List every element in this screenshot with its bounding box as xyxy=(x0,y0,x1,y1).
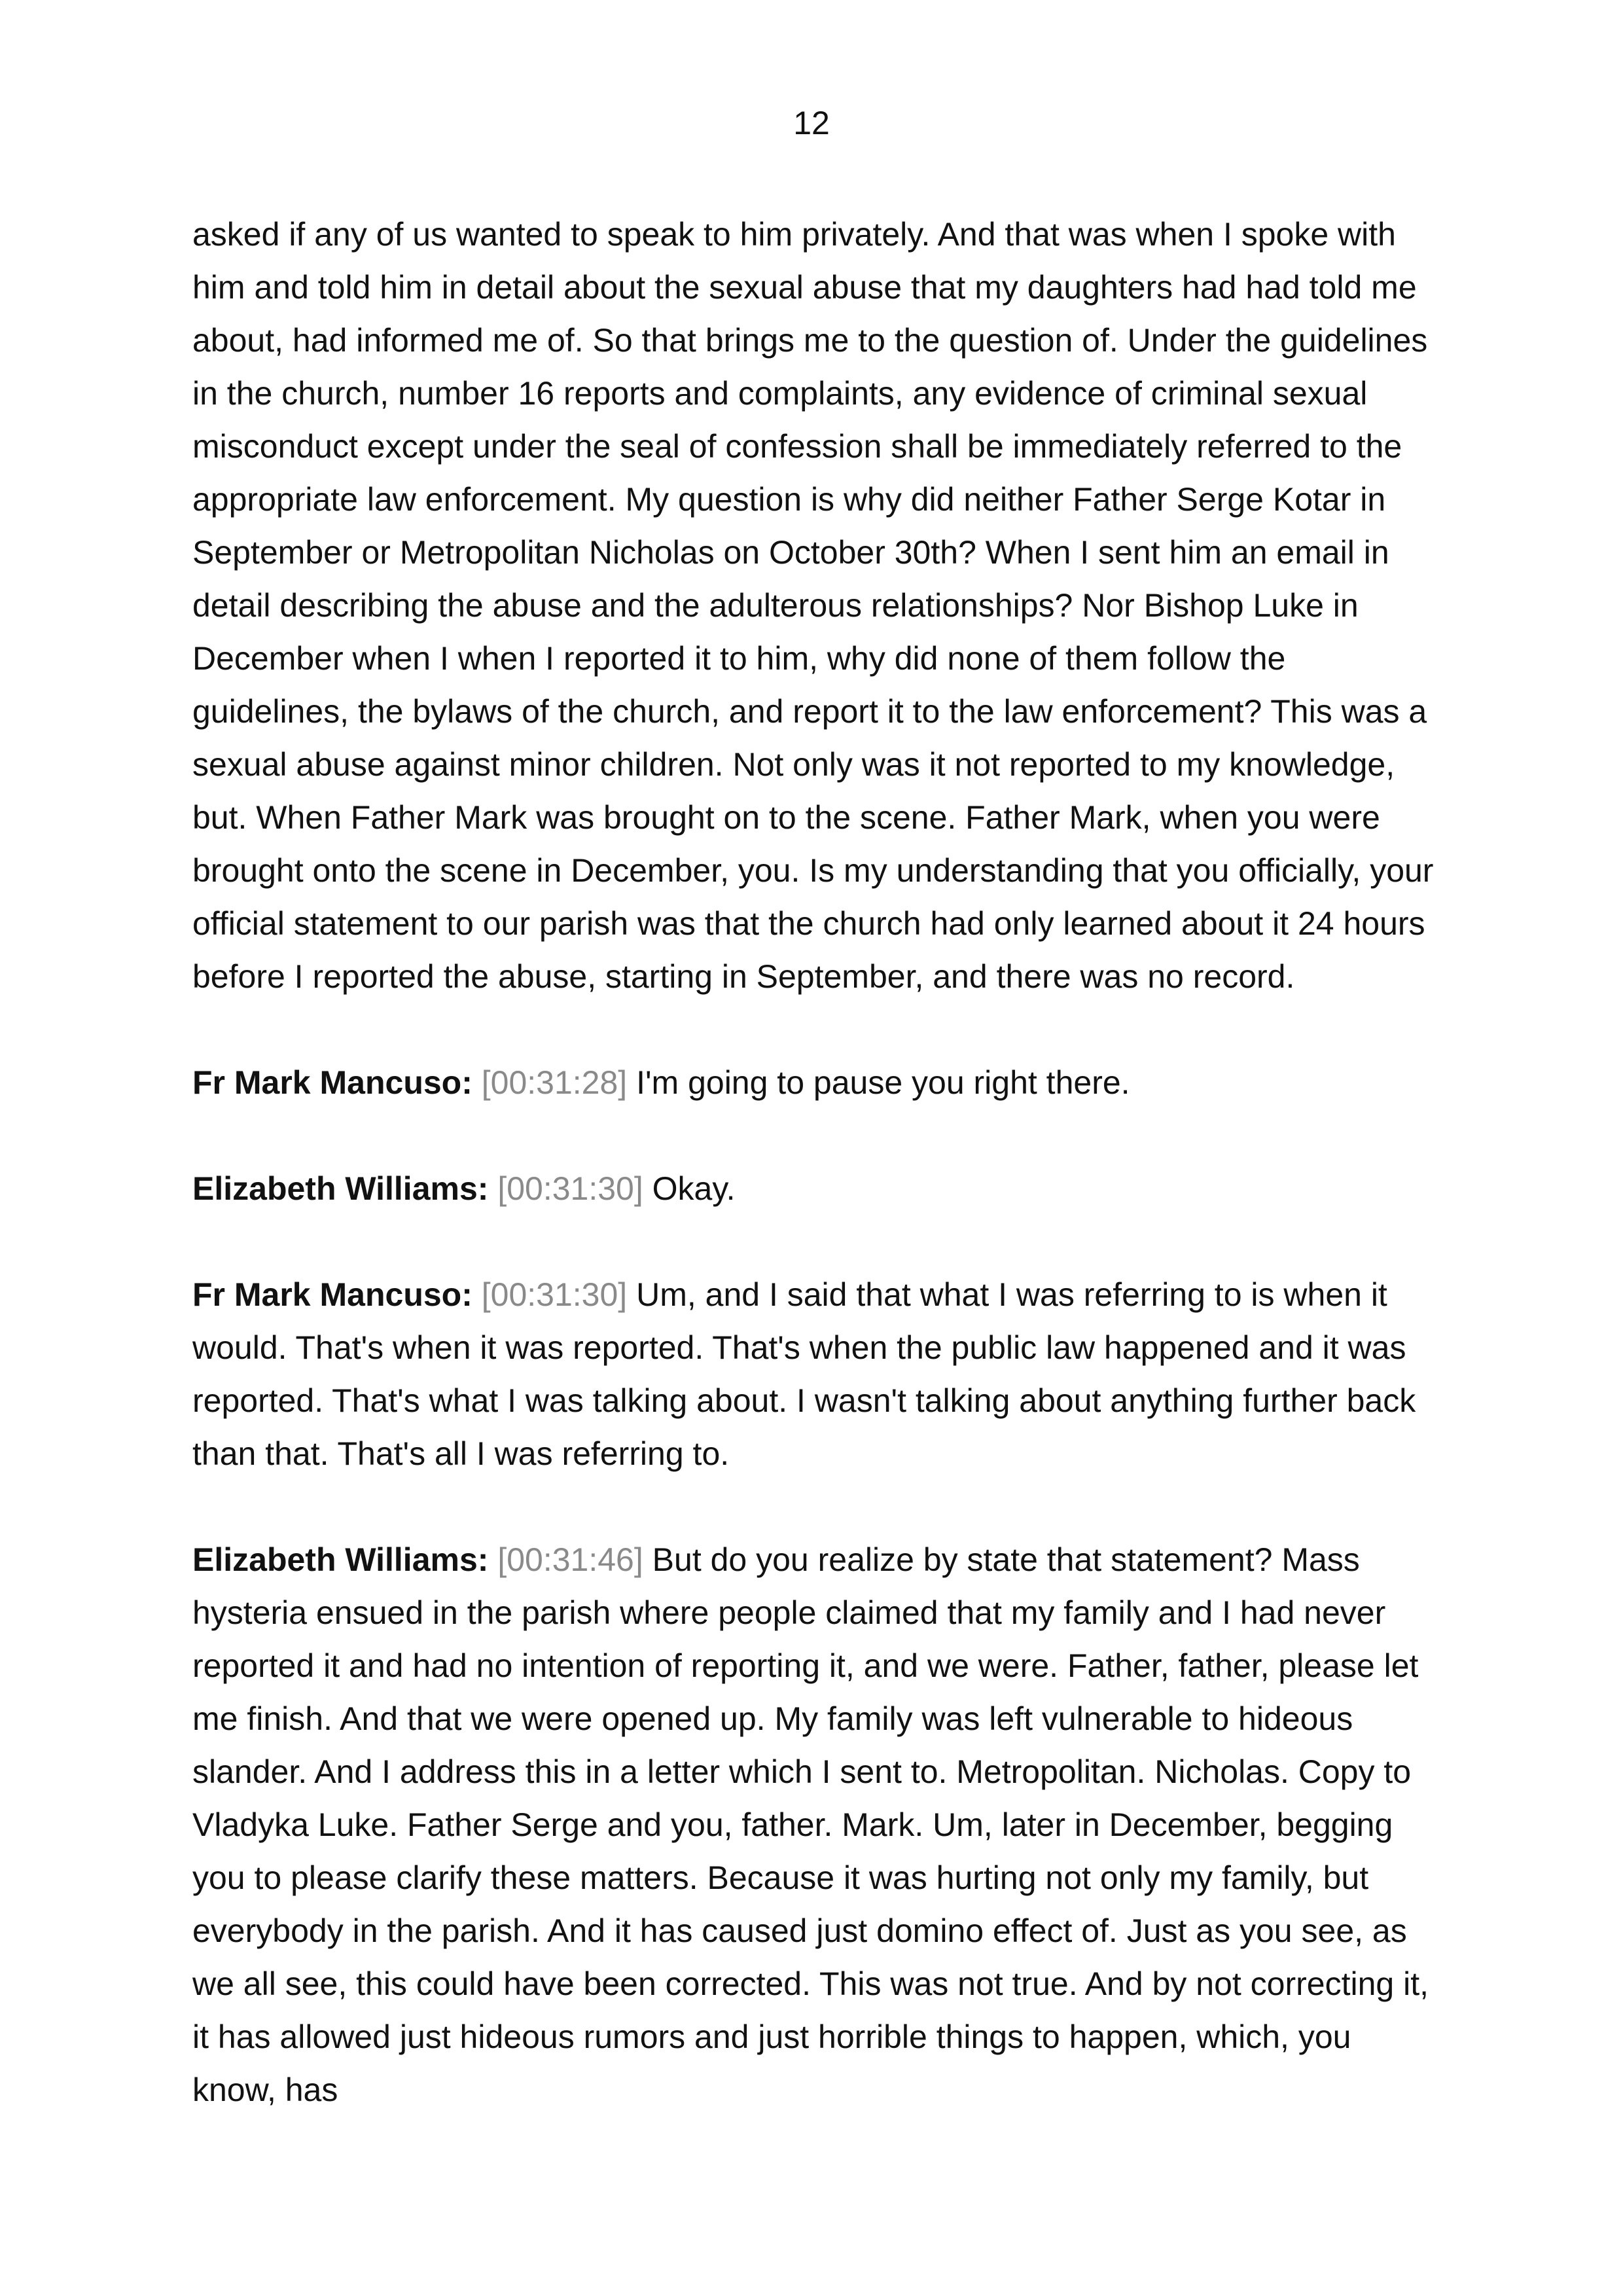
speaker-name: Elizabeth Williams: xyxy=(192,1541,489,1578)
paragraph-text: But do you realize by state that statement? Mass hysteria ensued in the parish where people claimed that my family and I had never reported it and had no intention of reporting it, and we were. Father, father, please let me finish. And that we were opened up. My family was left vulnerable to hideous slander. And I address this in a letter which I sent to. Metropolitan. Nicholas. Copy to Vladyka Luke. Father Serge and you, father. Mark. Um, later in December, begging you to please clarify these matters. Because it was hurting not only my family, but everybody in the parish. And it has caused just domino effect of. Just as you see, as we all see, this could have been corrected. This was not true. And by not correcting it, it has allowed just hideous rumors and just horrible things to happen, which, you know, has xyxy=(192,1541,1429,2108)
paragraph-text: asked if any of us wanted to speak to him privately. And that was when I spoke with him and told him in detail about the sexual abuse that my daughters had had told me about, had informed me of. So that brings me to the question of. Under the guidelines in the church, number 16 reports and complaints, any evidence of criminal sexual misconduct except under the seal of confession shall be immediately referred to the appropriate law enforcement. My question is why did neither Father Serge Kotar in September or Metropolitan Nicholas on October 30th? When I sent him an email in detail describing the abuse and the adulterous relationships? Nor Bishop Luke in December when I when I reported it to him, why did none of them follow the guidelines, the bylaws of the church, and report it to the law enforcement? This was a sexual abuse against minor children. Not only was it not reported to my knowledge, but. When Father Mark was brought on to the scene. Father Mark, when you were brought onto the scene in December, you. Is my understanding that you officially, your official statement to our parish was that the church had only learned about it 24 hours before I reported the abuse, starting in September, and there was no record. xyxy=(192,216,1434,995)
timestamp: [00:31:46] xyxy=(497,1541,643,1578)
paragraph-text: Okay. xyxy=(652,1170,736,1207)
paragraph-text: Um, and I said that what I was referring to is when it would. That's when it was reported. That's when the public law happened and it was reported. That's what I was talking about. I wasn't talking about anything further back than that. That's all I was referring to. xyxy=(192,1276,1416,1472)
transcript-paragraph-continuation xyxy=(192,208,1444,1003)
transcript-body xyxy=(192,208,1444,2170)
transcript-paragraph xyxy=(192,1268,1444,1480)
transcript-paragraph xyxy=(192,1056,1444,1109)
transcript-paragraph xyxy=(192,1534,1444,2117)
speaker-name: Fr Mark Mancuso: xyxy=(192,1064,473,1101)
timestamp: [00:31:28] xyxy=(481,1064,628,1101)
paragraph-text: I'm going to pause you right there. xyxy=(636,1064,1130,1101)
speaker-name: Elizabeth Williams: xyxy=(192,1170,489,1207)
speaker-name: Fr Mark Mancuso: xyxy=(192,1276,473,1313)
timestamp: [00:31:30] xyxy=(481,1276,628,1313)
transcript-paragraph xyxy=(192,1162,1444,1215)
page-number: 12 xyxy=(793,105,830,141)
timestamp: [00:31:30] xyxy=(497,1170,643,1207)
